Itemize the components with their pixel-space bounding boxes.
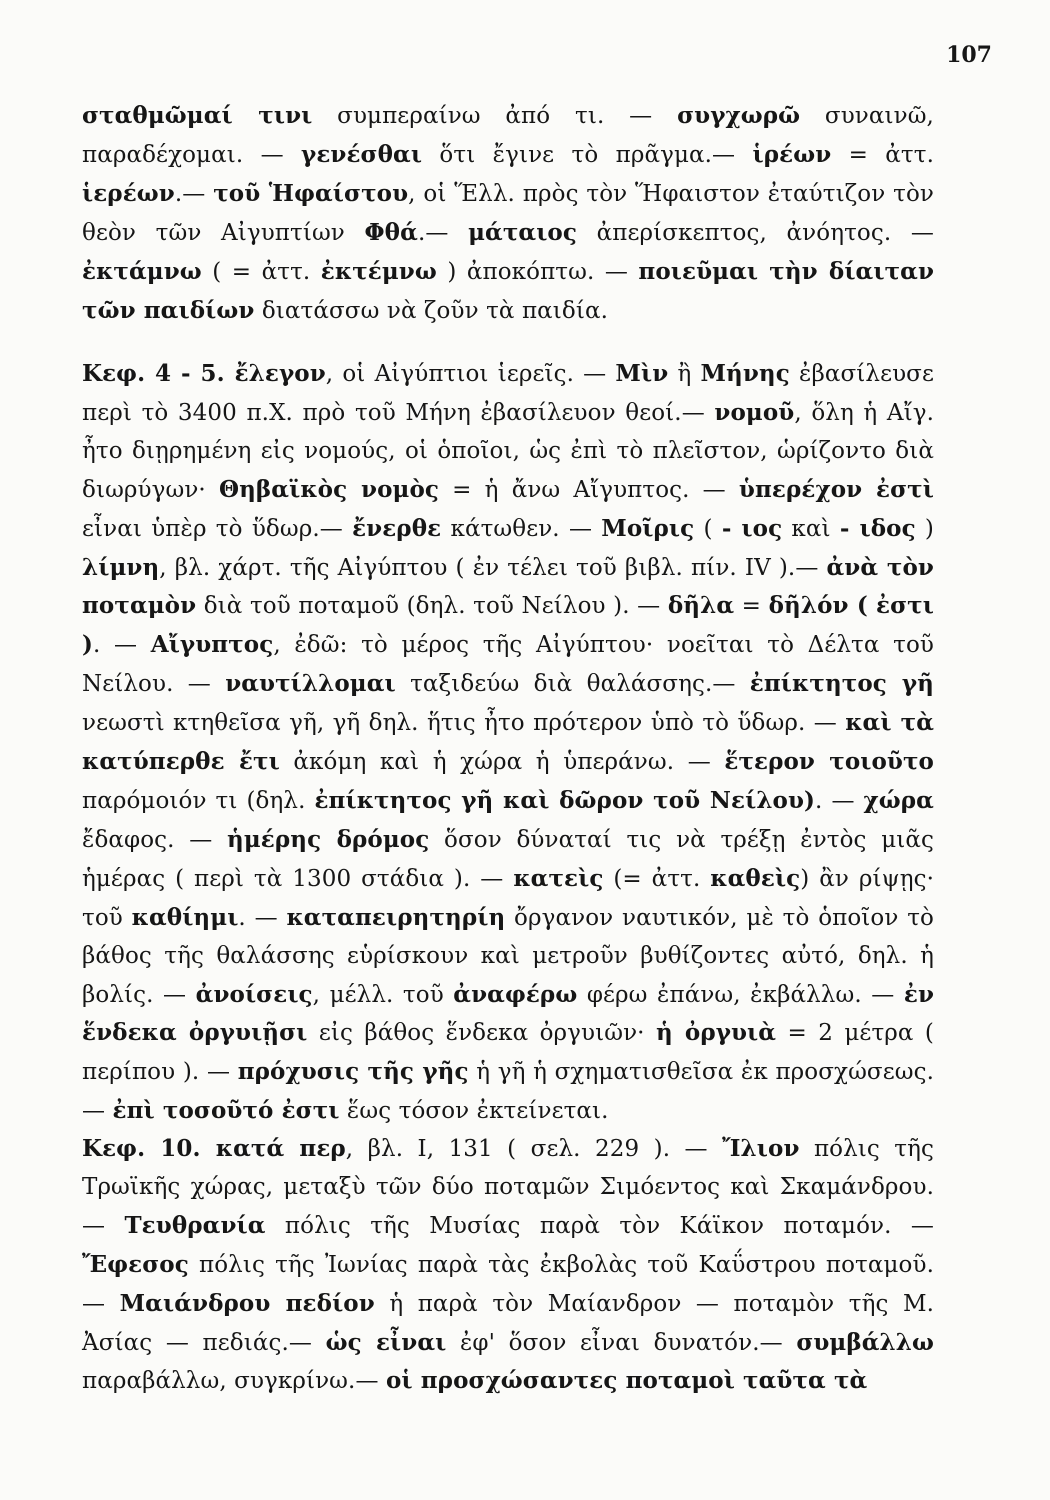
lemma-term: δῆλόν ( ἐστι ) xyxy=(82,592,934,659)
lemma-term: Αἴγυπτος xyxy=(150,631,274,659)
lemma-term: Φθά xyxy=(364,218,418,246)
gloss-text: ἡ παρὰ τὸν Μαίανδρον — ποταμὸν τῆς Μ. Ἀσίας — πεδιάς.— xyxy=(82,1290,935,1356)
lemma-term: Κεφ. 4 - 5. ἔλεγον xyxy=(82,360,326,387)
lemma-term: ἕτερον τοιοῦτο xyxy=(724,748,934,776)
gloss-text: πόλις τῆς Ἰωνίας παρὰ τὰς ἐκβολὰς τοῦ Καΰστρου ποταμοῦ. — xyxy=(82,1251,934,1317)
gloss-text: συναινῶ, παραδέχομαι. — xyxy=(82,103,934,168)
lemma-term: οἱ προσχώσαντες ποταμοὶ ταῦτα τὰ xyxy=(385,1367,868,1395)
gloss-text: ( xyxy=(694,515,722,542)
gloss-text: ) xyxy=(915,515,934,542)
lemma-term: γενέσθαι xyxy=(301,140,423,168)
gloss-text: καὶ xyxy=(782,515,840,542)
lemma-term: ἔνερθε xyxy=(352,514,442,542)
commentary-paragraph xyxy=(82,355,934,1131)
lemma-term: συγχωρῶ xyxy=(677,102,801,129)
lemma-term: ὡς εἶναι xyxy=(325,1328,447,1356)
gloss-text: ὅτι ἔγινε τὸ πρᾶγμα.— xyxy=(422,141,753,168)
lemma-term: ἱερέων xyxy=(82,179,175,207)
lemma-term: Μοῖρις xyxy=(601,514,695,542)
gloss-text: , βλ. χάρτ. τῆς Αἰγύπτου ( ἐν τέλει τοῦ βιβλ. πίν. IV ).— xyxy=(159,554,827,581)
lemma-term: ἀνοίσεις xyxy=(195,980,313,1008)
lemma-term: Τευθρανία xyxy=(124,1211,266,1239)
gloss-text: παραβάλλω, συγκρίνω.— xyxy=(82,1368,386,1395)
lemma-term: Μαιάνδρου πεδίον xyxy=(119,1289,375,1317)
lemma-term: Ἔφεσος xyxy=(82,1250,189,1278)
gloss-text: ταξιδεύω διὰ θαλάσσης.— xyxy=(395,671,750,698)
gloss-text: ἔδαφος. — xyxy=(82,826,228,853)
lemma-term: Θηβαϊκὸς νομὸς xyxy=(218,475,440,503)
lemma-term: ἱρέων xyxy=(752,140,832,168)
lemma-term: πρόχυσις τῆς γῆς xyxy=(237,1058,469,1086)
gloss-text: .— xyxy=(417,219,469,246)
gloss-text: ἡ γῆ ἡ σχηματισθεῖσα ἐκ προσχώσεως.— xyxy=(82,1059,934,1125)
gloss-text: διὰ τοῦ ποταμοῦ (δηλ. τοῦ Νείλου ). — xyxy=(196,593,668,620)
page-number: 107 xyxy=(946,42,992,68)
gloss-text: = 2 μέτρα ( περίπου ). — xyxy=(82,1020,934,1086)
gloss-text: ὄργανον ναυτικόν, μὲ τὸ ὁποῖον τὸ βάθος τῆς θαλάσσης εὑρίσκουν καὶ μετροῦν βυθίζοντες αὐτό, δηλ. ἡ βολίς. — xyxy=(82,904,934,1008)
lemma-term: ποιεῦμαι τὴν δίαιταν τῶν παιδίων xyxy=(82,257,935,324)
gloss-text: ) ἂν ρίψῃς· τοῦ xyxy=(82,865,935,931)
gloss-text: ( = ἀττ. xyxy=(201,258,321,285)
gloss-text: ἀκόμη καὶ ἡ χώρα ἡ ὑπεράνω. — xyxy=(279,749,725,776)
lemma-term: Μήνης xyxy=(700,360,790,387)
gloss-text: συμπεραίνω ἀπό τι. — xyxy=(312,103,678,129)
lemma-term: ἐκτέμνω xyxy=(320,257,437,285)
gloss-text: , οἱ Ἕλλ. πρὸς τὸν Ἥφαιστον ἐταύτιζον τὸν θεὸν τῶν Αἰγυπτίων xyxy=(82,180,934,246)
lemma-term: κατεὶς xyxy=(513,864,604,892)
lemma-term: ἐπὶ τοσοῦτό ἐστι xyxy=(112,1097,340,1125)
lemma-term: καθεὶς xyxy=(710,864,801,892)
lemma-term: ἡ ὀργυιὰ xyxy=(655,1019,777,1047)
lemma-term: ἐκτάμνω xyxy=(82,257,202,285)
gloss-text: φέρω ἐπάνω, ἐκβάλλω. — xyxy=(577,981,904,1008)
lemma-term: χώρα xyxy=(863,786,934,814)
gloss-text: ) ἀποκόπτω. — xyxy=(436,258,639,285)
gloss-text: . — xyxy=(238,904,287,931)
commentary-paragraph xyxy=(82,1130,934,1401)
gloss-text: , βλ. I, 131 ( σελ. 229 ). — xyxy=(345,1136,723,1162)
gloss-text: ἐβασίλευσε περὶ τὸ 3400 π.Χ. πρὸ τοῦ Μήνη ἐβασίλευον θεοί.— xyxy=(82,361,934,426)
lemma-term: - ιδος xyxy=(839,514,916,542)
lemma-term: καταπειρητηρίη xyxy=(286,903,506,931)
lemma-term: καθίημι xyxy=(131,903,239,931)
lemma-term: ἀναφέρω xyxy=(453,980,578,1008)
gloss-text: ἢ xyxy=(668,361,701,387)
lemma-term: ἀνὰ τὸν ποταμὸν xyxy=(82,553,934,620)
gloss-text: , μέλλ. τοῦ xyxy=(312,981,454,1008)
lemma-term: Ἴλιον xyxy=(722,1135,800,1162)
gloss-text: εἰς βάθος ἕνδεκα ὀργυιῶν· xyxy=(307,1020,656,1047)
commentary-paragraph xyxy=(82,97,934,330)
lemma-term: σταθμῶμαί τινι xyxy=(82,102,313,129)
gloss-text: . — xyxy=(92,632,151,659)
gloss-text: , ὅλη ἡ Αἴγ. ἦτο διῃρημένη εἰς νομούς, οἱ ὁποῖοι, ὡς ἐπὶ τὸ πλεῖστον, ὡρίζοντο διὰ διωρύγων· xyxy=(82,399,934,503)
gloss-text: κάτωθεν. — xyxy=(441,515,602,542)
gloss-text: νεωστὶ κτηθεῖσα γῆ, γῆ δηλ. ἥτις ἦτο πρότερον ὑπὸ τὸ ὕδωρ. — xyxy=(82,710,846,737)
lemma-term: δῆλα xyxy=(667,592,735,620)
lemma-term: μάταιος xyxy=(468,218,577,246)
gloss-text: . — xyxy=(815,787,864,814)
gloss-text: = xyxy=(734,593,769,620)
gloss-text: παρόμοιόν τι (δηλ. xyxy=(82,787,315,814)
lemma-term: ἐπίκτητος γῆ καὶ δῶρον τοῦ Νείλου) xyxy=(314,786,816,814)
lemma-term: ὑπερέχον ἐστὶ xyxy=(738,475,934,503)
lemma-term: Μὶν xyxy=(615,360,669,387)
gloss-text: = ἀττ. xyxy=(831,141,934,168)
lemma-term: ναυτίλλομαι xyxy=(225,670,396,698)
lemma-term: τοῦ Ἡφαίστου xyxy=(213,179,409,207)
lemma-term: Κεφ. 10. κατά περ xyxy=(82,1135,346,1162)
gloss-text: πόλις τῆς Τρωϊκῆς χώρας, μεταξὺ τῶν δύο ποταμῶν Σιμόεντος καὶ Σκαμάνδρου. — xyxy=(82,1136,934,1239)
gloss-text: ἕως τόσον ἐκτείνεται. xyxy=(339,1098,609,1125)
lemma-term: ἡμέρης δρόμος xyxy=(227,825,430,853)
lemma-term: - ιος xyxy=(721,514,783,542)
gloss-text: εἶναι ὑπὲρ τὸ ὕδωρ.— xyxy=(82,515,353,542)
lemma-term: καὶ τὰ κατύπερθε ἔτι xyxy=(82,709,934,776)
gloss-text: , ἐδῶ: τὸ μέρος τῆς Αἰγύπτου· νοεῖται τὸ Δέλτα τοῦ Νείλου. — xyxy=(82,632,934,698)
gloss-text: ἀπερίσκεπτος, ἀνόητος. — xyxy=(576,219,934,246)
lemma-term: νομοῦ xyxy=(714,398,795,426)
lemma-term: λίμνη xyxy=(82,553,160,581)
gloss-text: .— xyxy=(174,180,214,207)
lemma-term: ἐν ἕνδεκα ὀργυιῇσι xyxy=(82,980,934,1047)
gloss-text: διατάσσω νὰ ζοῦν τὰ παιδία. xyxy=(254,297,609,324)
lemma-term: συμβάλλω xyxy=(796,1328,934,1356)
gloss-text: (= ἀττ. xyxy=(603,865,711,892)
gloss-text: , οἱ Αἰγύπτιοι ἱερεῖς. — xyxy=(325,361,616,387)
gloss-text: πόλις τῆς Μυσίας παρὰ τὸν Κάϊκον ποταμόν. — xyxy=(265,1212,935,1239)
lemma-term: ἐπίκτητος γῆ xyxy=(749,670,934,698)
gloss-text: ὅσον δύναταί τις νὰ τρέξῃ ἐντὸς μιᾶς ἡμέρας ( περὶ τὰ 1300 στάδια ). — xyxy=(82,826,934,892)
gloss-text: ἐφ' ὅσον εἶναι δυνατόν.— xyxy=(446,1329,797,1356)
gloss-text: = ἡ ἄνω Αἴγυπτος. — xyxy=(439,476,739,503)
